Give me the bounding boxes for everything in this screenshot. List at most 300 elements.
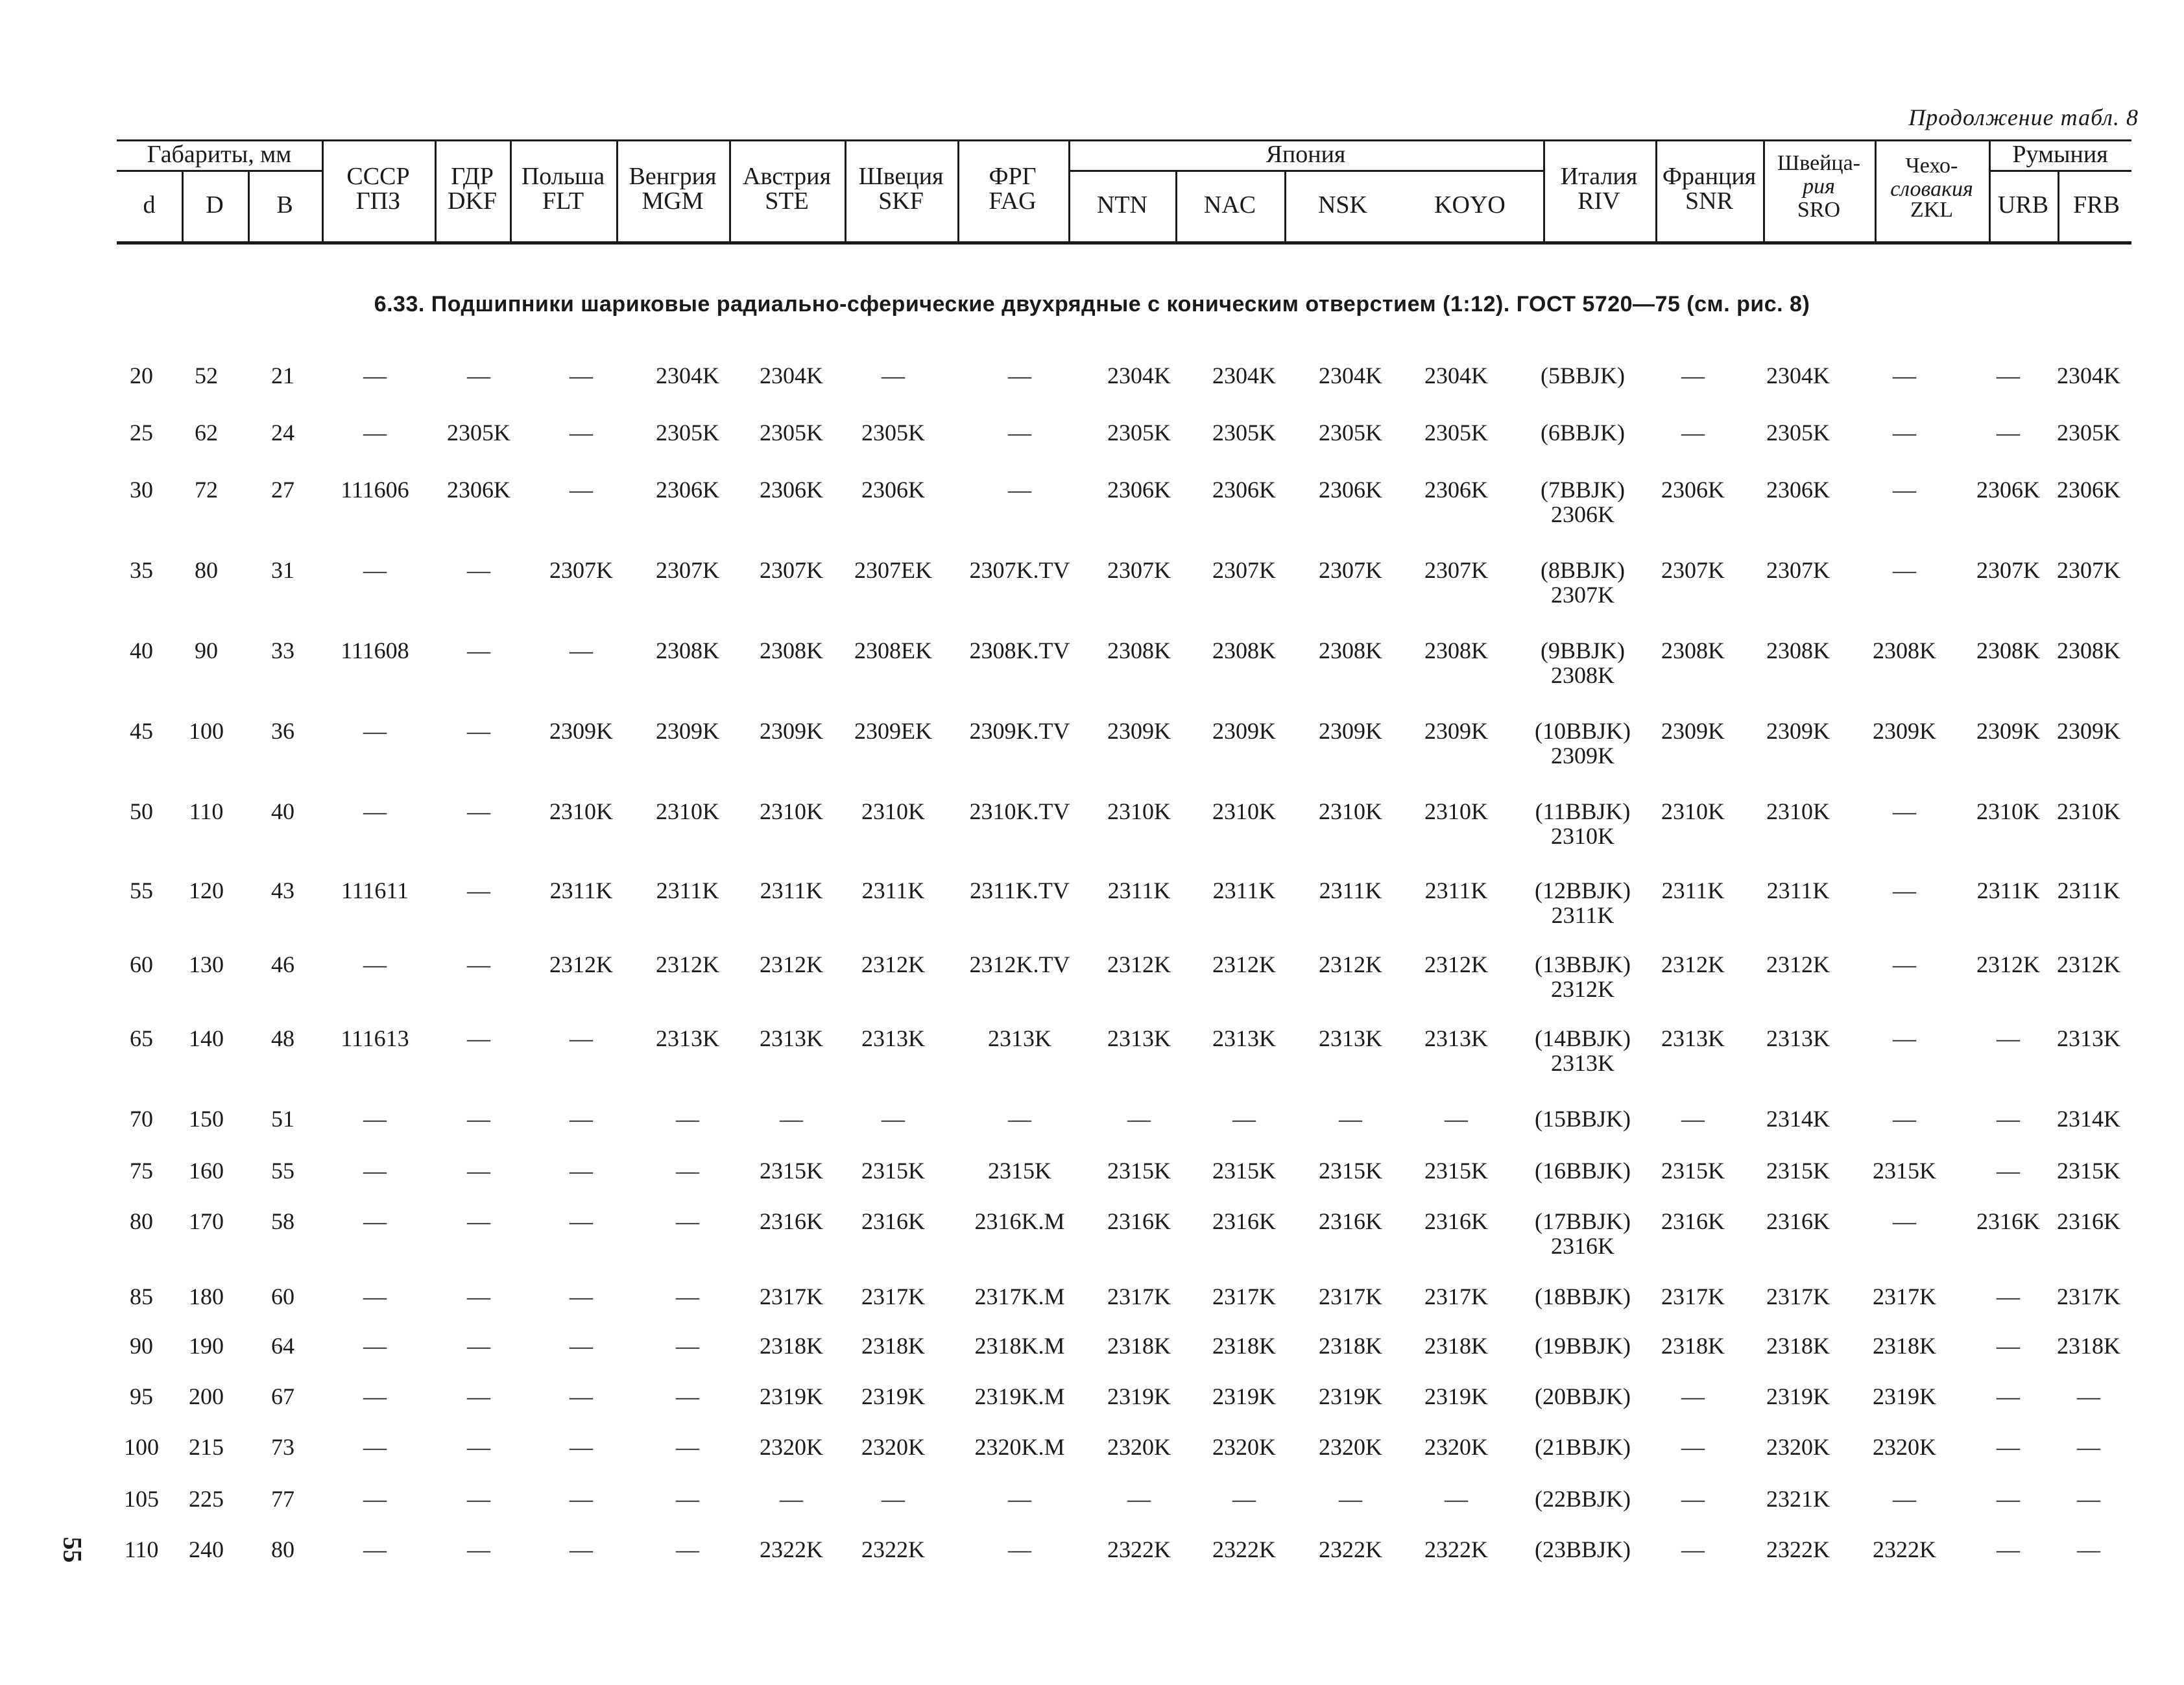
- cell-at: 2313K: [760, 1025, 823, 1051]
- cell-se: 2310K: [861, 798, 925, 824]
- cell-B: 43: [271, 878, 294, 903]
- header-swiss-1: Швейца-: [1777, 151, 1861, 175]
- cell-ntn: 2318K: [1107, 1333, 1171, 1359]
- cell-hu: 2307K: [656, 557, 719, 583]
- cell-gdr: —: [467, 798, 490, 824]
- cell-nsk: 2319K: [1319, 1383, 1382, 1409]
- header-d: d: [143, 191, 156, 219]
- cell-nac: 2307K: [1212, 557, 1276, 583]
- cell-D: 215: [189, 1434, 224, 1460]
- cell-frb: 2307K: [2057, 557, 2120, 583]
- cell-gdr: —: [467, 557, 490, 583]
- cell-riv: (7BBJK): [1540, 477, 1626, 503]
- section-title: 6.33. Подшипники шариковые радиально-сферические двухрядные с коническим отверстием (1:12). ГОСТ 5720—75 (см. рис. 8): [374, 292, 1810, 317]
- cell-zkl: —: [1893, 557, 1916, 583]
- cell-se: 2309EK: [854, 718, 932, 744]
- cell-d: 60: [130, 951, 153, 977]
- cell-riv: (14BBJK): [1534, 1025, 1631, 1051]
- cell-B: 77: [271, 1486, 294, 1512]
- continuation-label: Продолжение табл. 8: [1908, 104, 2139, 130]
- cell-gdr: —: [467, 1333, 490, 1359]
- cell-koyo: 2305K: [1424, 420, 1488, 446]
- cell-ussr: 111608: [341, 638, 409, 663]
- cell-se: 2311K: [861, 878, 925, 903]
- cell-ussr: —: [363, 420, 387, 446]
- cell-at: 2308K: [760, 638, 823, 663]
- cell-snr: 2315K: [1661, 1158, 1725, 1184]
- cell-ussr: 111613: [341, 1025, 409, 1051]
- cell-riv: (6BBJK): [1540, 420, 1626, 446]
- cell-se: 2315K: [861, 1158, 925, 1184]
- cell-frb: 2309K: [2057, 718, 2120, 744]
- cell-zkl: —: [1893, 1486, 1916, 1512]
- cell-gdr: —: [467, 951, 490, 977]
- cell-koyo: 2322K: [1424, 1536, 1488, 1562]
- cell-nsk: 2320K: [1319, 1434, 1382, 1460]
- cell-snr: 2312K: [1661, 951, 1725, 977]
- cell-ntn: 2315K: [1107, 1158, 1171, 1184]
- cell-ntn: 2319K: [1107, 1383, 1171, 1409]
- cell-ussr: —: [363, 1333, 387, 1359]
- cell-hu: —: [676, 1333, 699, 1359]
- cell-D: 72: [195, 477, 218, 503]
- cell-koyo: 2307K: [1424, 557, 1488, 583]
- cell-hu: 2305K: [656, 420, 719, 446]
- cell-pl: —: [570, 420, 593, 446]
- cell-urb: 2312K: [1976, 951, 2040, 977]
- cell-se: 2308EK: [854, 638, 932, 663]
- cell-hu: 2313K: [656, 1025, 719, 1051]
- header-swiss-3: SRO: [1797, 198, 1841, 222]
- page-number: 55: [58, 1536, 88, 1563]
- header-nac: NAC: [1203, 191, 1256, 219]
- cell-zkl: —: [1893, 1025, 1916, 1051]
- cell-urb: 2310K: [1976, 798, 2040, 824]
- cell-pl: 2311K: [549, 878, 613, 903]
- cell-nac: 2318K: [1212, 1333, 1276, 1359]
- cell-sro: 2307K: [1766, 557, 1830, 583]
- cell-D: 225: [189, 1486, 224, 1512]
- cell-pl: 2309K: [549, 718, 613, 744]
- cell-snr: 2308K: [1661, 638, 1725, 663]
- cell-sro: 2321K: [1766, 1486, 1830, 1512]
- cell-nsk: 2322K: [1319, 1536, 1382, 1562]
- cell-gdr: 2305K: [447, 420, 510, 446]
- cell-gdr: —: [467, 1106, 490, 1132]
- cell-se: 2305K: [861, 420, 925, 446]
- header-ussr-1: СССР: [346, 163, 410, 190]
- cell-zkl: —: [1893, 1208, 1916, 1234]
- cell-snr: 2318K: [1661, 1333, 1725, 1359]
- header-czech-3: ZKL: [1910, 198, 1954, 222]
- cell-hu: 2306K: [656, 477, 719, 503]
- cell-frb: 2310K: [2057, 798, 2120, 824]
- cell-nsk: 2312K: [1319, 951, 1382, 977]
- cell-urb: 2307K: [1976, 557, 2040, 583]
- cell-snr: —: [1681, 363, 1705, 388]
- cell-B: 33: [271, 638, 294, 663]
- cell-hu: —: [676, 1208, 699, 1234]
- cell-zkl: 2309K: [1873, 718, 1936, 744]
- cell-sro: 2317K: [1766, 1284, 1830, 1309]
- divider: [616, 139, 618, 241]
- cell-frg: 2308K.TV: [969, 638, 1070, 663]
- header-czech-1: Чехо-: [1905, 154, 1958, 178]
- cell-ussr: —: [363, 718, 387, 744]
- cell-urb: —: [1997, 1536, 2020, 1562]
- cell-D: 200: [189, 1383, 224, 1409]
- cell-zkl: 2317K: [1873, 1284, 1936, 1309]
- japan-underline: [1068, 170, 1543, 172]
- divider: [1989, 139, 1991, 241]
- cell-frb: 2305K: [2057, 420, 2120, 446]
- cell-hu: 2311K: [656, 878, 719, 903]
- cell-sro: 2306K: [1766, 477, 1830, 503]
- cell-urb: —: [1997, 1486, 2020, 1512]
- cell-d: 85: [130, 1284, 153, 1309]
- cell-zkl: —: [1893, 420, 1916, 446]
- cell-at: 2322K: [760, 1536, 823, 1562]
- cell-urb: 2316K: [1976, 1208, 2040, 1234]
- cell-nac: 2306K: [1212, 477, 1276, 503]
- cell-D: 150: [189, 1106, 224, 1132]
- cell-gdr: —: [467, 878, 490, 903]
- cell-nsk: 2311K: [1319, 878, 1382, 903]
- cell-B: 48: [271, 1025, 294, 1051]
- cell-at: 2307K: [760, 557, 823, 583]
- cell-hu: 2304K: [656, 363, 719, 388]
- cell-zkl: —: [1893, 878, 1916, 903]
- divider: [435, 139, 437, 241]
- header-austria-1: Австрия: [743, 163, 831, 190]
- header-urb: URB: [1997, 191, 2049, 219]
- cell-sro: 2316K: [1766, 1208, 1830, 1234]
- divider: [1543, 139, 1545, 241]
- cell-frg: —: [1008, 1536, 1031, 1562]
- cell-hu: —: [676, 1536, 699, 1562]
- cell-hu: —: [676, 1383, 699, 1409]
- cell-urb: —: [1997, 1284, 2020, 1309]
- cell-pl: —: [570, 1536, 593, 1562]
- cell-nac: 2313K: [1212, 1025, 1276, 1051]
- romania-underline: [1989, 170, 2131, 172]
- divider: [2058, 170, 2059, 241]
- cell-at: 2312K: [760, 951, 823, 977]
- divider: [510, 139, 512, 241]
- cell-sro: 2318K: [1766, 1333, 1830, 1359]
- cell-ntn: 2305K: [1107, 420, 1171, 446]
- cell-frb: 2308K: [2057, 638, 2120, 663]
- cell-urb: —: [1997, 1025, 2020, 1051]
- cell-snr: 2307K: [1661, 557, 1725, 583]
- header-austria-2: STE: [765, 187, 809, 215]
- cell-B: 51: [271, 1106, 294, 1132]
- cell-sro: 2312K: [1766, 951, 1830, 977]
- cell-nac: 2310K: [1212, 798, 1276, 824]
- cell-ntn: 2309K: [1107, 718, 1171, 744]
- cell-frg: —: [1008, 1486, 1031, 1512]
- cell-snr: 2313K: [1661, 1025, 1725, 1051]
- cell-d: 30: [130, 477, 153, 503]
- cell-gdr: —: [467, 1383, 490, 1409]
- cell-snr: —: [1681, 1536, 1705, 1562]
- cell-zkl: —: [1893, 798, 1916, 824]
- cell-koyo: —: [1445, 1106, 1468, 1132]
- cell-hu: 2310K: [656, 798, 719, 824]
- cell-se: —: [882, 1486, 905, 1512]
- cell-B: 73: [271, 1434, 294, 1460]
- cell-gdr: —: [467, 1208, 490, 1234]
- cell-se: 2313K: [861, 1025, 925, 1051]
- cell-frb: 2315K: [2057, 1158, 2120, 1184]
- cell-at: —: [780, 1486, 803, 1512]
- divider: [1763, 139, 1765, 241]
- cell-ussr: —: [363, 1208, 387, 1234]
- cell-D: 180: [189, 1284, 224, 1309]
- header-france-1: Франция: [1662, 163, 1757, 190]
- cell-hu: —: [676, 1284, 699, 1309]
- cell-riv-second-line: 2310K: [1551, 823, 1614, 849]
- cell-D: 130: [189, 951, 224, 977]
- cell-koyo: 2312K: [1424, 951, 1488, 977]
- cell-pl: —: [570, 1284, 593, 1309]
- cell-frg: 2307K.TV: [969, 557, 1070, 583]
- cell-at: 2319K: [760, 1383, 823, 1409]
- cell-D: 100: [189, 718, 224, 744]
- cell-nsk: 2304K: [1319, 363, 1382, 388]
- cell-D: 190: [189, 1333, 224, 1359]
- cell-ntn: 2306K: [1107, 477, 1171, 503]
- cell-se: —: [882, 1106, 905, 1132]
- cell-riv: (5BBJK): [1540, 363, 1626, 388]
- header-gabarity: Габариты, мм: [147, 141, 292, 168]
- cell-frb: 2306K: [2057, 477, 2120, 503]
- cell-gdr: —: [467, 1025, 490, 1051]
- cell-frb: —: [2077, 1536, 2100, 1562]
- cell-urb: —: [1997, 1434, 2020, 1460]
- divider: [1875, 139, 1877, 241]
- cell-nsk: 2309K: [1319, 718, 1382, 744]
- cell-se: 2317K: [861, 1284, 925, 1309]
- cell-nsk: —: [1339, 1106, 1362, 1132]
- cell-ussr: —: [363, 1284, 387, 1309]
- cell-koyo: 2317K: [1424, 1284, 1488, 1309]
- cell-gdr: —: [467, 638, 490, 663]
- cell-ntn: 2304K: [1107, 363, 1171, 388]
- cell-se: 2307EK: [854, 557, 932, 583]
- cell-frg: —: [1008, 477, 1031, 503]
- cell-riv: (13BBJK): [1534, 951, 1631, 977]
- cell-ussr: —: [363, 1383, 387, 1409]
- cell-se: 2319K: [861, 1383, 925, 1409]
- header-top-rule: [117, 139, 2131, 141]
- cell-d: 45: [130, 718, 153, 744]
- cell-at: 2316K: [760, 1208, 823, 1234]
- cell-gdr: —: [467, 1158, 490, 1184]
- cell-sro: 2320K: [1766, 1434, 1830, 1460]
- cell-se: —: [882, 363, 905, 388]
- cell-sro: 2308K: [1766, 638, 1830, 663]
- cell-snr: —: [1681, 1486, 1705, 1512]
- cell-riv: (11BBJK): [1535, 798, 1631, 824]
- cell-sro: 2309K: [1766, 718, 1830, 744]
- header-italy-2: RIV: [1578, 187, 1620, 215]
- header-frg-2: FAG: [989, 187, 1037, 215]
- cell-koyo: 2320K: [1424, 1434, 1488, 1460]
- cell-hu: 2312K: [656, 951, 719, 977]
- cell-frg: 2309K.TV: [969, 718, 1070, 744]
- cell-sro: 2315K: [1766, 1158, 1830, 1184]
- header-france-2: SNR: [1685, 187, 1733, 215]
- cell-riv-second-line: 2312K: [1551, 976, 1614, 1002]
- cell-se: 2318K: [861, 1333, 925, 1359]
- cell-gdr: —: [467, 363, 490, 388]
- cell-nac: 2305K: [1212, 420, 1276, 446]
- header-gdr-2: DKF: [447, 187, 498, 215]
- divider: [1284, 170, 1286, 241]
- cell-frg: 2317K.M: [974, 1284, 1065, 1309]
- cell-nsk: 2318K: [1319, 1333, 1382, 1359]
- cell-zkl: 2319K: [1873, 1383, 1936, 1409]
- cell-pl: —: [570, 1434, 593, 1460]
- cell-nac: —: [1232, 1106, 1256, 1132]
- cell-ussr: —: [363, 798, 387, 824]
- cell-urb: —: [1997, 1158, 2020, 1184]
- cell-riv-second-line: 2316K: [1551, 1233, 1614, 1259]
- cell-sro: 2311K: [1766, 878, 1830, 903]
- cell-frg: 2311K.TV: [970, 878, 1070, 903]
- cell-ntn: 2316K: [1107, 1208, 1171, 1234]
- gabarity-underline: [117, 170, 322, 172]
- cell-nsk: 2306K: [1319, 477, 1382, 503]
- cell-zkl: —: [1893, 363, 1916, 388]
- cell-riv-second-line: 2309K: [1551, 743, 1614, 769]
- cell-koyo: 2309K: [1424, 718, 1488, 744]
- cell-D: 62: [195, 420, 218, 446]
- cell-ntn: 2317K: [1107, 1284, 1171, 1309]
- cell-pl: —: [570, 1158, 593, 1184]
- cell-sro: 2304K: [1766, 363, 1830, 388]
- cell-ntn: —: [1127, 1106, 1151, 1132]
- cell-d: 105: [124, 1486, 159, 1512]
- cell-frg: 2316K.M: [974, 1208, 1065, 1234]
- cell-nac: 2316K: [1212, 1208, 1276, 1234]
- cell-frg: 2312K.TV: [969, 951, 1070, 977]
- cell-B: 64: [271, 1333, 294, 1359]
- cell-D: 52: [195, 363, 218, 388]
- cell-urb: —: [1997, 363, 2020, 388]
- header-ussr-2: ГПЗ: [355, 187, 401, 215]
- cell-frg: 2318K.M: [974, 1333, 1065, 1359]
- cell-riv: (15BBJK): [1534, 1106, 1631, 1132]
- cell-ussr: —: [363, 1536, 387, 1562]
- cell-frb: —: [2077, 1434, 2100, 1460]
- cell-d: 25: [130, 420, 153, 446]
- header-koyo: KOYO: [1434, 191, 1506, 219]
- cell-d: 70: [130, 1106, 153, 1132]
- cell-snr: 2310K: [1661, 798, 1725, 824]
- cell-riv: (19BBJK): [1534, 1333, 1631, 1359]
- cell-B: 27: [271, 477, 294, 503]
- cell-nac: 2312K: [1212, 951, 1276, 977]
- cell-zkl: 2315K: [1873, 1158, 1936, 1184]
- header-B: B: [276, 191, 293, 219]
- cell-frb: —: [2077, 1486, 2100, 1512]
- cell-sro: 2313K: [1766, 1025, 1830, 1051]
- header-nsk: NSK: [1317, 191, 1368, 219]
- cell-ntn: 2320K: [1107, 1434, 1171, 1460]
- cell-gdr: 2306K: [447, 477, 510, 503]
- cell-d: 95: [130, 1383, 153, 1409]
- cell-ussr: 111606: [341, 477, 409, 503]
- cell-zkl: —: [1893, 951, 1916, 977]
- cell-at: 2311K: [760, 878, 823, 903]
- cell-riv: (10BBJK): [1534, 718, 1631, 744]
- cell-riv-second-line: 2311K: [1551, 902, 1614, 928]
- cell-nac: 2317K: [1212, 1284, 1276, 1309]
- cell-nsk: 2317K: [1319, 1284, 1382, 1309]
- cell-koyo: 2304K: [1424, 363, 1488, 388]
- cell-snr: 2316K: [1661, 1208, 1725, 1234]
- cell-ntn: 2322K: [1107, 1536, 1171, 1562]
- cell-ntn: 2312K: [1107, 951, 1171, 977]
- cell-zkl: —: [1893, 477, 1916, 503]
- cell-snr: 2309K: [1661, 718, 1725, 744]
- cell-ussr: —: [363, 1106, 387, 1132]
- cell-ussr: —: [363, 557, 387, 583]
- cell-at: 2318K: [760, 1333, 823, 1359]
- cell-frb: 2317K: [2057, 1284, 2120, 1309]
- cell-sro: 2305K: [1766, 420, 1830, 446]
- cell-ussr: —: [363, 1434, 387, 1460]
- cell-frb: —: [2077, 1383, 2100, 1409]
- cell-pl: —: [570, 1333, 593, 1359]
- cell-pl: —: [570, 1208, 593, 1234]
- cell-snr: —: [1681, 1383, 1705, 1409]
- cell-koyo: 2308K: [1424, 638, 1488, 663]
- cell-hu: 2309K: [656, 718, 719, 744]
- cell-zkl: 2320K: [1873, 1434, 1936, 1460]
- cell-ussr: —: [363, 1486, 387, 1512]
- cell-pl: —: [570, 477, 593, 503]
- divider: [322, 139, 324, 241]
- cell-B: 24: [271, 420, 294, 446]
- cell-d: 100: [124, 1434, 159, 1460]
- cell-nac: 2315K: [1212, 1158, 1276, 1184]
- cell-frg: —: [1008, 420, 1031, 446]
- cell-B: 80: [271, 1536, 294, 1562]
- cell-snr: —: [1681, 420, 1705, 446]
- cell-sro: 2310K: [1766, 798, 1830, 824]
- cell-gdr: —: [467, 1434, 490, 1460]
- cell-ussr: 111611: [341, 878, 409, 903]
- cell-at: 2315K: [760, 1158, 823, 1184]
- cell-riv: (18BBJK): [1534, 1284, 1631, 1309]
- cell-urb: 2306K: [1976, 477, 2040, 503]
- cell-frg: —: [1008, 363, 1031, 388]
- cell-koyo: 2310K: [1424, 798, 1488, 824]
- cell-ussr: —: [363, 1158, 387, 1184]
- cell-snr: 2311K: [1661, 878, 1725, 903]
- cell-snr: —: [1681, 1434, 1705, 1460]
- cell-zkl: 2308K: [1873, 638, 1936, 663]
- divider: [957, 139, 959, 241]
- cell-D: 120: [189, 878, 224, 903]
- cell-d: 20: [130, 363, 153, 388]
- cell-D: 80: [195, 557, 218, 583]
- divider: [248, 170, 250, 241]
- cell-d: 65: [130, 1025, 153, 1051]
